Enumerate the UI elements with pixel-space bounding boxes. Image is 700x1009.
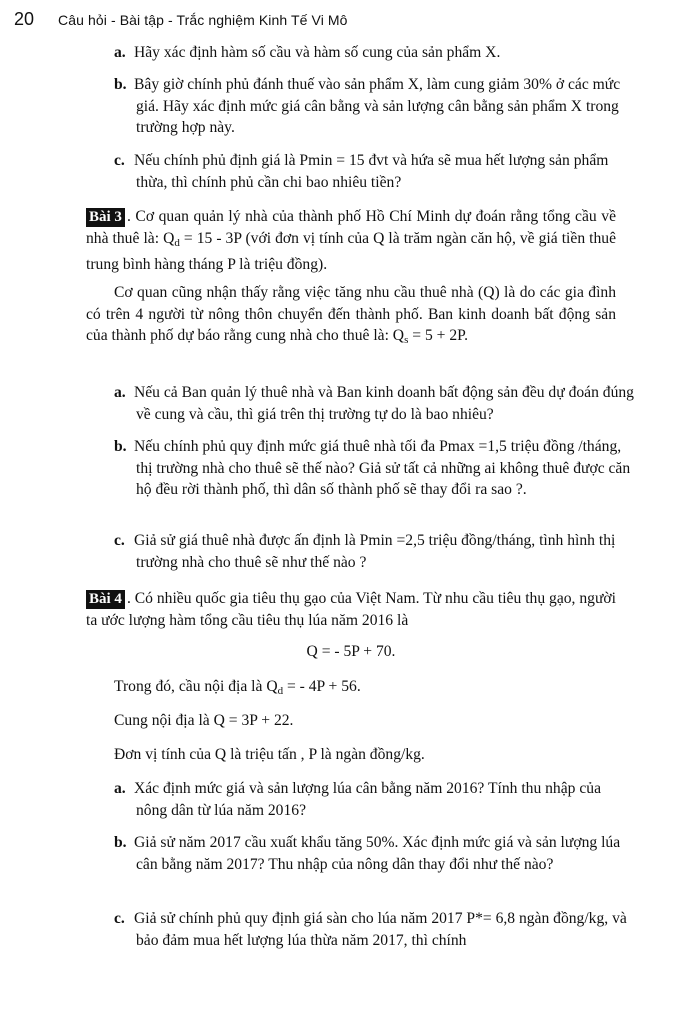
bai3-para2-subscript: s [404,334,409,346]
page-number: 20 [14,9,35,29]
bai2-item-c [114,150,636,193]
item-label: a. [114,780,126,797]
bai3-badge: Bài 3 [86,208,125,227]
bai4-domestic-supply: Cung nội địa là Q = 3P + 22. [114,712,294,729]
bai3-intro [86,206,616,276]
item-text: Giả sử chính phủ quy định giá sàn cho lúa năm 2017 P*= 6,8 ngàn đồng/kg, và bảo đảm mua hết lượng lúa thừa năm 2017, thì chính [134,910,627,949]
bai4-total-demand-formula: Q = - 5P + 70. [306,643,396,660]
bai4-intro-text: . Có nhiều quốc gia tiêu thụ gạo của Việt Nam. Từ nhu cầu tiêu thụ gạo, người ta ước lượng hàm tổng cầu tiêu thụ lúa năm 2016 là [86,590,616,629]
bai2-item-b [114,74,636,139]
item-text: Nếu chính phủ định giá là Pmin = 15 đvt và hứa sẽ mua hết lượng sản phẩm thừa, thì chính phủ cần chi bao nhiêu tiền? [134,152,609,191]
page-header [14,9,680,33]
item-label: c. [114,910,125,927]
bai4-intro [86,588,616,631]
item-label: b. [114,438,127,455]
domestic-demand-text-b: = - 4P + 56. [283,678,361,695]
bai2-item-a [114,42,636,64]
bai3-item-b [114,436,636,501]
item-label: c. [114,152,125,169]
running-title: Câu hỏi - Bài tập - Trắc nghiệm Kinh Tế Vi Mô [58,12,348,28]
item-label: b. [114,76,127,93]
bai4-domestic-demand [114,676,614,703]
bai3-item-a [114,382,636,425]
bai3-para2-text-b: = 5 + 2P. [408,327,468,344]
bai4-units: Đơn vị tính của Q là triệu tấn , P là ngàn đồng/kg. [114,746,425,763]
domestic-demand-subscript: d [277,685,284,697]
item-label: b. [114,834,127,851]
domestic-demand-text-a: Trong đó, cầu nội địa là Q [114,678,278,695]
item-text: Bây giờ chính phủ đánh thuế vào sản phẩm X, làm cung giảm 30% ở các mức giá. Hãy xác định mức giá cân bằng và sản lượng cân bằng sản phẩm X trong trường hợp này. [134,76,621,136]
item-text: Nếu cả Ban quản lý thuê nhà và Ban kinh doanh bất động sản đều dự đoán đúng về cung và cầu, thì giá trên thị trường tự do là bao nhiêu? [134,384,634,423]
item-label: a. [114,384,126,401]
bai3-para2-text-a: Cơ quan cũng nhận thấy rằng việc tăng nhu cầu thuê nhà (Q) là do các gia đình có trên 4 người từ nông thôn chuyển đến thành phố. Ban kinh doanh bất động sản của thành phố dự báo rằng cung nhà cho thuê là: Q [86,284,616,344]
item-text: Giả sử năm 2017 cầu xuất khẩu tăng 50%. Xác định mức giá và sản lượng lúa cân bằng năm 2017? Thu nhập của nông dân thay đổi như thế nào? [134,834,621,873]
bai3-item-c [114,530,636,573]
bai4-item-c [114,908,636,951]
bai4-item-b [114,832,636,875]
item-text: Nếu chính phủ quy định mức giá thuê nhà tối đa Pmax =1,5 triệu đồng /tháng, thị trường nhà cho thuê sẽ thế nào? Giả sử tất cả những ai không thuê được căn hộ đều rời thành phố, thì dân số thành phố sẽ thay đổi ra sao ?. [134,438,631,498]
bai3-intro-subscript: d [174,236,180,249]
bai3-intro-text-b: = 15 - 3P (với đơn vị tính của Q là trăm ngàn căn hộ, về giá tiền thuê trung bình hàng tháng P là triệu đồng). [86,229,616,273]
item-text: Xác định mức giá và sản lượng lúa cân bằng năm 2016? Tính thu nhập của nông dân từ lúa năm 2016? [134,780,601,819]
item-label: a. [114,44,126,61]
bai4-badge: Bài 4 [86,590,125,609]
bai3-paragraph-2 [86,282,616,352]
bai4-item-a [114,778,636,821]
item-text: Giả sử giá thuê nhà được ấn định là Pmin =2,5 triệu đồng/tháng, tình hình thị trường nhà cho thuê sẽ như thế nào ? [134,532,616,571]
bai3-intro-text-a: . Cơ quan quản lý nhà của thành phố Hồ Chí Minh dự đoán rằng tổng cầu về nhà thuê là: Q [86,208,616,247]
item-text: Hãy xác định hàm số cầu và hàm số cung của sản phẩm X. [134,44,501,61]
item-label: c. [114,532,125,549]
